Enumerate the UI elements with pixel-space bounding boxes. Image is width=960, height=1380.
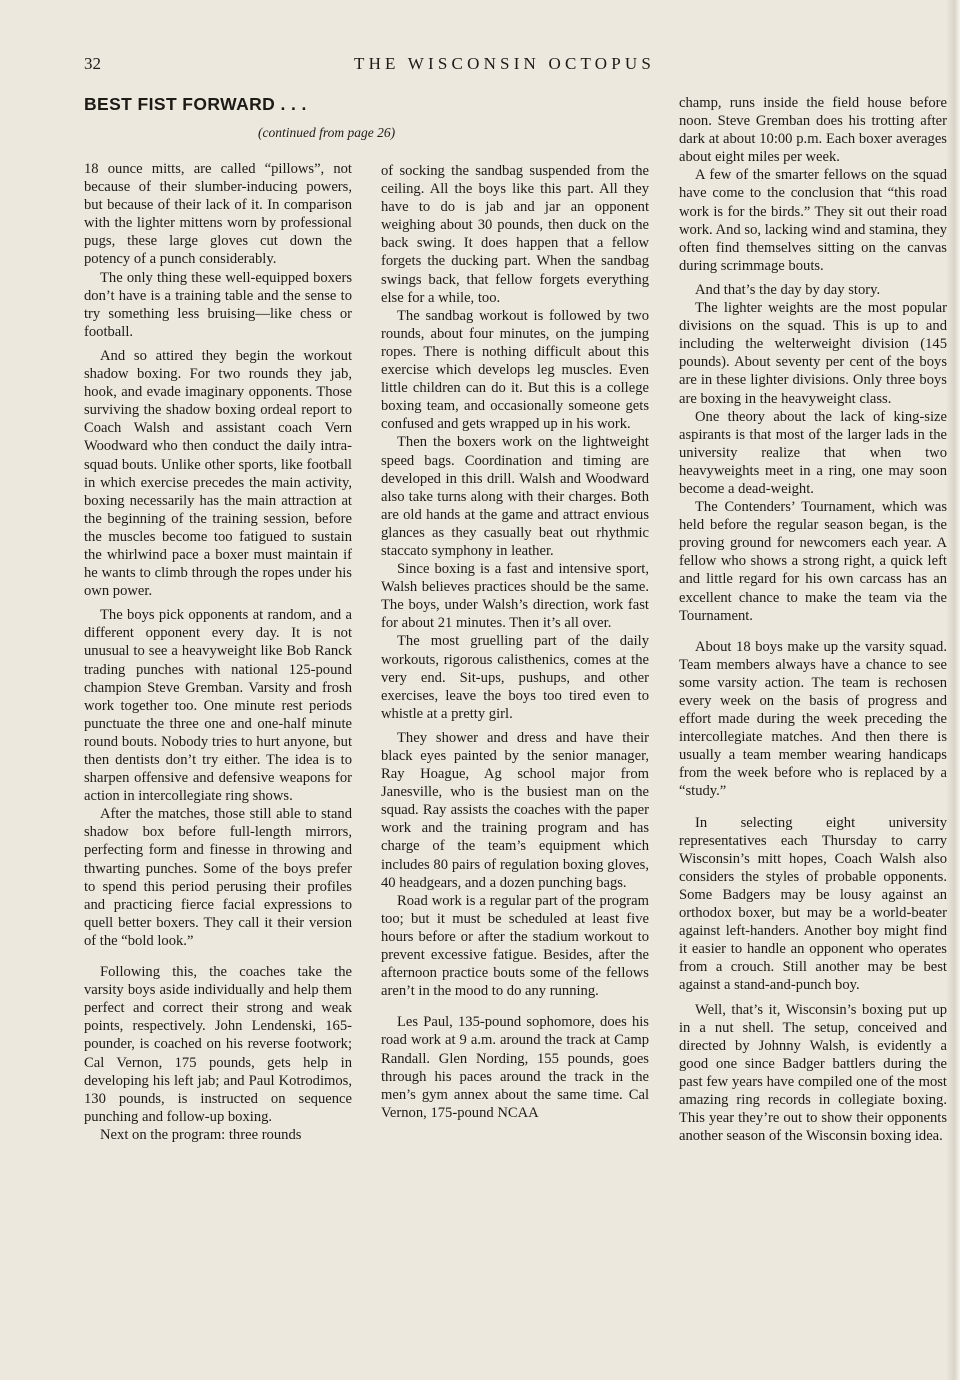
paragraph: 18 ounce mitts, are called “pillows”, not because of their slumber-inducing powers, but because of their lack of it. In comparison with the lighter mittens worn by professional pugs, these large gloves cut down the potency of a punch considerably. xyxy=(84,161,352,268)
paragraph: Following this, the coaches take the varsity boys aside individually and help them perfect and correct their strong and weak points, respectively. John Lendenski, 165-pounder, is coached on his reverse footwork; Cal Vernon, 175 pounds, gets help in developing his left jab; and Paul Kotrodimos, 130 pounds, is instructed on sequence punching and follow-up boxing. xyxy=(84,964,352,1125)
paragraph: champ, runs inside the field house before noon. Steve Gremban does his trotting after dark at about 10:00 p.m. Each boxer averages about eight miles per week. xyxy=(679,95,947,166)
paragraph: The boys pick opponents at random, and a different opponent every day. It is not unusual to see a heavyweight like Bob Ranck trading punches with national 125-pound champion Steve Gremban. Varsity and frosh work together too. One minute rest periods punctuate the three one and one-half minute round bouts. Nobody tries to hurt anyone, but then dentists don’t try either. The idea is to sharpen offensive and defensive weapons for action in intercollegiate ring shows. xyxy=(84,607,352,805)
paragraph: Road work is a regular part of the program too; but it must be scheduled at least five hours before or after the stadium workout to prevent excessive fatigue. Besides, after the afternoon practice bouts some of the fellows aren’t in the mood to do any running. xyxy=(381,892,649,1000)
text-column-3 xyxy=(679,94,947,1145)
paragraph: The lighter weights are the most popular divisions on the squad. This is up to and including the welterweight division (145 pounds). About seventy per cent of the boys are in these lighter divisions. Only three boys are boxing in the heavyweight class. xyxy=(679,300,947,407)
paragraph: And that’s the day by day story. xyxy=(695,281,881,298)
continued-note: (continued from page 26) xyxy=(258,125,396,140)
paragraph: Next on the program: three rounds xyxy=(100,1126,302,1143)
article-title: BEST FIST FORWARD . . . xyxy=(84,94,307,114)
paragraph: In selecting eight university representatives each Thursday to carry Wisconsin’s mitt hopes, Coach Walsh also considers the styles of probable opponents. Some Badgers may be lousy against an orthodox boxer, but may be a world-beater against left-handers. Another boy might find it easier to handle an opponent who operates from a crouch. Still another may be best against a stand-and-punch boy. xyxy=(679,814,947,994)
paragraph: About 18 boys make up the varsity squad. Team members always have a chance to see some varsity action. The team is rechosen every week on the basis of progress and effort made during the week preceding the intercollegiate matches. And then there is usually a team member wearing handicaps from the week before who is replaced by a “study.” xyxy=(679,638,947,800)
paragraph: The most gruelling part of the daily workouts, rigorous calisthenics, comes at the very end. Sit-ups, pushups, and other exercises, leave the boys too tired even to whistle at a pretty girl. xyxy=(381,633,649,722)
page-number: 32 xyxy=(84,54,101,73)
paragraph: Since boxing is a fast and intensive sport, Walsh believes practices should be the same. The boys, under Walsh’s direction, work fast for about 21 minutes. Then it’s all over. xyxy=(381,561,649,632)
paragraph: After the matches, those still able to stand shadow box before full-length mirrors, perfecting form and finesse in throwing and thwarting punches. Some of the boys prefer to spend this period perusing their profiles and practicing fierce facial expressions to quell better boxers. They call it their version of the “bold look.” xyxy=(84,806,352,949)
paragraph: Well, that’s it, Wisconsin’s boxing put up in a nut shell. The setup, conceived and directed by Johnny Walsh, is evidently a good one since Badger battlers during the past few years have compiled one of the most amazing ring records in collegiate boxing. This year they’re out to show their opponents another season of the Wisconsin boxing idea. xyxy=(679,1001,947,1145)
paragraph: One theory about the lack of king-size aspirants is that most of the larger lads in the university realize that when two heavyweights meet in a ring, one may soon become a dead-weight. xyxy=(679,408,947,497)
paragraph: And so attired they begin the workout shadow boxing. For two rounds they jab, hook, and evade imaginary opponents. Those surviving the shadow boxing ordeal report to Coach Walsh and assistant coach Vern Woodward who then conduct the daily intra-squad bouts. Unlike other sports, like football in which exercise precedes the main activity, boxing necessarily has the main attraction at the beginning of the training session, before the muscles become too fatigued to sustain the whirlwind pace a boxer must maintain if he wants to climb through the ropes under his own power. xyxy=(84,347,352,600)
paragraph: A few of the smarter fellows on the squad have come to the conclusion that “this road work is for the birds.” They sit out their road work. And so, lacking wind and stamina, they often find themselves sitting on the canvas during scrimmage bouts. xyxy=(679,167,947,274)
paragraph: The Contenders’ Tournament, which was held before the regular season began, is the proving ground for newcomers each year. A fellow who shows a strong right, a quick left and little regard for his own carcass has an excellent chance to make the team via the Tournament. xyxy=(679,499,947,624)
page-edge xyxy=(946,0,960,1380)
paragraph: Then the boxers work on the lightweight speed bags. Coordination and timing are developed in this drill. Walsh and Woodward also take turns along with their charges. Both are old hands at the game and attract envious glances as they casually beat out rhythmic staccato symphony in leather. xyxy=(381,434,649,559)
paragraph: Les Paul, 135-pound sophomore, does his road work at 9 a.m. around the track at Camp Randall. Glen Nording, 155 pounds, goes through his paces around the track in the men’s gym annex about the same time. Cal Vernon, 175-pound NCAA xyxy=(381,1014,649,1121)
magazine-title: THE WISCONSIN OCTOPUS xyxy=(354,54,656,73)
paragraph: of socking the sandbag suspended from the ceiling. All the boys like this part. All they have to do is jab and jar an opponent weighing about 30 pounds, then duck on the back swing. It does happen that a fellow forgets the ducking part. When the sandbag swings back, that fellow forgets everything else for a while, too. xyxy=(381,163,649,306)
paragraph: The only thing these well-equipped boxers don’t have is a training table and the sense to try something less bruising—like chess or football. xyxy=(84,269,352,340)
text-column-1 xyxy=(84,160,352,1144)
paragraph: They shower and dress and have their black eyes painted by the senior manager, Ray Hoague, Ag school major from Janesville, who is the busiest man on the squad. Ray assists the coaches with the paper work and the training program and has charge of the team’s equipment which includes 80 pairs of regulation boxing gloves, 40 headgears, and a dozen punching bags. xyxy=(381,729,649,891)
paragraph: The sandbag workout is followed by two rounds, about four minutes, on the jumping ropes. There is nothing difficult about this exercise which develops leg muscles. Even little children can do it. But this is a college boxing team, and occasionally someone gets confused and gets wrapped up in his work. xyxy=(381,307,649,433)
text-column-2 xyxy=(381,162,649,1122)
running-head xyxy=(84,54,950,78)
